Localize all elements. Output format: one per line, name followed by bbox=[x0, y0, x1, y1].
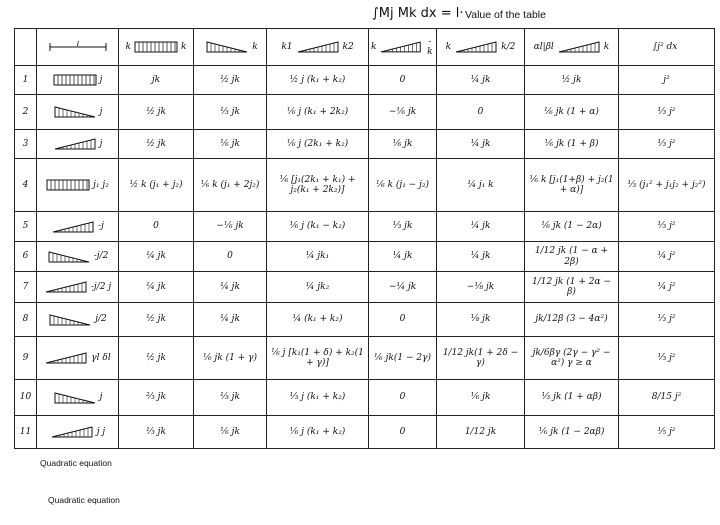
value-cell: ⅙ jk bbox=[194, 416, 267, 449]
table-row bbox=[15, 212, 715, 242]
value-cell: ⅙ j (k₁ + 2k₂) bbox=[267, 95, 369, 130]
value-cell: ⅙ jk (1 + γ) bbox=[194, 337, 267, 380]
value-cell: j² bbox=[619, 66, 715, 95]
corner-cell bbox=[15, 29, 37, 66]
value-cell: 0 bbox=[437, 95, 525, 130]
value-cell: ⅓ jk (1 + αβ) bbox=[525, 380, 619, 416]
table-row bbox=[15, 159, 715, 212]
value-cell: ⅓ j² bbox=[619, 212, 715, 242]
moment-diagram bbox=[37, 303, 119, 337]
column-header-6 bbox=[525, 29, 619, 66]
value-cell: ⅔ jk bbox=[119, 380, 194, 416]
diagram-label: -j/2 bbox=[93, 251, 109, 262]
value-cell: ⅙ j (k₁ + k₂) bbox=[267, 416, 369, 449]
value-cell: ⅓ jk bbox=[369, 212, 437, 242]
column-header-2 bbox=[194, 29, 267, 66]
row-number: 1 bbox=[15, 66, 37, 95]
table-header bbox=[0, 4, 720, 26]
value-cell: −⅙ jk bbox=[369, 95, 437, 130]
moment-diagram bbox=[37, 416, 119, 449]
value-cell: ½ j (k₁ + k₂) bbox=[267, 66, 369, 95]
column-header-4 bbox=[369, 29, 437, 66]
value-cell: 0 bbox=[119, 212, 194, 242]
value-cell: ¼ jk bbox=[437, 212, 525, 242]
value-cell: ½ jk bbox=[525, 66, 619, 95]
table-row bbox=[15, 337, 715, 380]
value-cell: ¼ j₁ k bbox=[437, 159, 525, 212]
value-cell: ⅙ j [k₁(1 + δ) + k₂(1 + γ)] bbox=[267, 337, 369, 380]
value-cell: ⅛ jk bbox=[437, 303, 525, 337]
moment-diagram bbox=[37, 159, 119, 212]
value-cell: ⅙ jk (1 + α) bbox=[525, 95, 619, 130]
table-row bbox=[15, 66, 715, 95]
diagram-label: j j bbox=[96, 426, 106, 437]
column-label-right: -k bbox=[427, 36, 433, 57]
row-number: 6 bbox=[15, 242, 37, 272]
value-cell: ⅙ j (2k₁ + k₂) bbox=[267, 130, 369, 159]
moment-diagram bbox=[37, 380, 119, 416]
diagram-label: j bbox=[99, 106, 103, 117]
svg-text:l: l bbox=[76, 41, 79, 48]
value-cell: ⅙ j (k₁ − k₂) bbox=[267, 212, 369, 242]
value-cell: ⅙ [j₁(2k₁ + k₁) + j₂(k₁ + 2k₂)] bbox=[267, 159, 369, 212]
column-label-right: k bbox=[252, 41, 258, 52]
diagram-label: -j bbox=[98, 221, 104, 232]
table-row bbox=[15, 95, 715, 130]
moment-diagram bbox=[37, 212, 119, 242]
column-label-right: k bbox=[181, 41, 187, 52]
value-cell: ⅙ k (j₁ + 2j₂) bbox=[194, 159, 267, 212]
value-cell: ¼ jk₂ bbox=[267, 272, 369, 303]
diagram-label: j/2 bbox=[95, 314, 107, 325]
value-cell: ⅓ j² bbox=[619, 337, 715, 380]
moment-diagram bbox=[37, 66, 119, 95]
value-cell: ⅙ k (j₁ − j₂) bbox=[369, 159, 437, 212]
row-number: 8 bbox=[15, 303, 37, 337]
value-cell: 0 bbox=[369, 303, 437, 337]
column-label-right: k2 bbox=[342, 41, 354, 52]
value-cell: ⅓ (j₁² + j₁j₂ + j₂²) bbox=[619, 159, 715, 212]
header-row bbox=[15, 29, 715, 66]
value-cell: ⅓ jk bbox=[194, 95, 267, 130]
value-cell: ½ jk bbox=[119, 337, 194, 380]
diagram-label: γl δl bbox=[91, 352, 111, 363]
value-cell: ⅙ jk (1 − 2α) bbox=[525, 212, 619, 242]
integral-table bbox=[14, 28, 715, 449]
value-cell: ⅙ jk (1 + β) bbox=[525, 130, 619, 159]
value-cell: ⅙ k [j₁(1+β) + j₂(1 + α)] bbox=[525, 159, 619, 212]
value-cell: ⅙ jk (1 − 2αβ) bbox=[525, 416, 619, 449]
row-number: 9 bbox=[15, 337, 37, 380]
value-cell: ½ jk bbox=[119, 130, 194, 159]
row-number: 5 bbox=[15, 212, 37, 242]
moment-diagram bbox=[37, 242, 119, 272]
quadratic-caption-row11: Quadratic equation bbox=[48, 495, 120, 505]
value-cell: −¼ jk bbox=[369, 272, 437, 303]
diagram-label: j bbox=[99, 74, 103, 85]
diagram-label: j₁ j₂ bbox=[93, 179, 109, 190]
row-number: 3 bbox=[15, 130, 37, 159]
value-cell: 0 bbox=[194, 242, 267, 272]
value-cell: ⅙ jk bbox=[369, 130, 437, 159]
value-cell: ¼ jk bbox=[437, 66, 525, 95]
table-row bbox=[15, 130, 715, 159]
integral-formula: ∫Mj Mk dx = l· bbox=[372, 6, 464, 21]
value-cell: 0 bbox=[369, 416, 437, 449]
value-cell: ½ jk bbox=[119, 303, 194, 337]
value-cell: ⅓ j² bbox=[619, 130, 715, 159]
column-header-0 bbox=[37, 29, 119, 66]
value-cell: ¼ jk₁ bbox=[267, 242, 369, 272]
column-header-1 bbox=[119, 29, 194, 66]
value-cell: ¼ j² bbox=[619, 242, 715, 272]
value-cell: 8/15 j² bbox=[619, 380, 715, 416]
column-label-left: k bbox=[445, 41, 452, 52]
column-label-left: αl|βl bbox=[533, 41, 554, 52]
column-header-5 bbox=[437, 29, 525, 66]
value-cell: 1/12 jk (1 + 2α − β) bbox=[525, 272, 619, 303]
value-cell: ¼ (k₁ + k₂) bbox=[267, 303, 369, 337]
value-cell: ⅓ j² bbox=[619, 303, 715, 337]
column-label-left: k bbox=[125, 41, 131, 52]
table-row bbox=[15, 416, 715, 449]
value-cell: ¼ jk bbox=[119, 242, 194, 272]
column-header-7 bbox=[619, 29, 715, 66]
column-label-right: k bbox=[603, 41, 610, 52]
column-label-left: k1 bbox=[281, 41, 293, 52]
value-cell: ¼ j² bbox=[619, 272, 715, 303]
row-number: 11 bbox=[15, 416, 37, 449]
value-cell: ⅓ j (k₁ + k₂) bbox=[267, 380, 369, 416]
value-cell: ¼ jk bbox=[194, 303, 267, 337]
quadratic-caption-row10: Quadratic equation bbox=[40, 458, 112, 468]
row-number: 7 bbox=[15, 272, 37, 303]
table-row bbox=[15, 380, 715, 416]
value-cell: ⅓ jk bbox=[194, 380, 267, 416]
value-cell: ⅓ jk bbox=[119, 416, 194, 449]
moment-diagram bbox=[37, 337, 119, 380]
value-cell: ¼ jk bbox=[369, 242, 437, 272]
column-label-right: k/2 bbox=[501, 41, 516, 52]
diagram-label: j bbox=[99, 392, 103, 403]
value-cell: ¼ jk bbox=[437, 242, 525, 272]
column-header-3 bbox=[267, 29, 369, 66]
value-cell: ⅓ j² bbox=[619, 95, 715, 130]
value-cell: 1/12 jk(1 + 2δ − γ) bbox=[437, 337, 525, 380]
value-cell: ¼ jk bbox=[194, 272, 267, 303]
moment-diagram bbox=[37, 272, 119, 303]
value-cell: 1/12 jk (1 − α + 2β) bbox=[525, 242, 619, 272]
diagram-label: j bbox=[99, 138, 103, 149]
value-cell: 0 bbox=[369, 380, 437, 416]
moment-diagram bbox=[37, 130, 119, 159]
column-label-left: ∫j² dx bbox=[652, 41, 678, 52]
row-number: 10 bbox=[15, 380, 37, 416]
value-cell: ⅙ jk bbox=[194, 130, 267, 159]
value-cell: 0 bbox=[369, 66, 437, 95]
value-cell: ¼ jk bbox=[119, 272, 194, 303]
table-row bbox=[15, 242, 715, 272]
value-cell: ¼ jk bbox=[437, 130, 525, 159]
value-cell: −⅛ jk bbox=[437, 272, 525, 303]
moment-diagram bbox=[37, 95, 119, 130]
formula-note: Value of the table bbox=[465, 9, 546, 21]
table-row bbox=[15, 272, 715, 303]
table-row bbox=[15, 303, 715, 337]
value-cell: jk/12β (3 − 4α²) bbox=[525, 303, 619, 337]
diagram-label: -j/2 j bbox=[90, 281, 112, 292]
value-cell: ⅙ jk bbox=[437, 380, 525, 416]
value-cell: −⅙ jk bbox=[194, 212, 267, 242]
value-cell: ½ jk bbox=[194, 66, 267, 95]
value-cell: ½ jk bbox=[119, 95, 194, 130]
row-number: 2 bbox=[15, 95, 37, 130]
column-label-left: k bbox=[371, 41, 377, 52]
value-cell: jk/6βγ (2γ − γ² − α²) γ ≥ α bbox=[525, 337, 619, 380]
value-cell: ⅙ jk(1 − 2γ) bbox=[369, 337, 437, 380]
value-cell: ½ k (j₁ + j₂) bbox=[119, 159, 194, 212]
value-cell: ⅕ j² bbox=[619, 416, 715, 449]
value-cell: jk bbox=[119, 66, 194, 95]
value-cell: 1/12 jk bbox=[437, 416, 525, 449]
row-number: 4 bbox=[15, 159, 37, 212]
